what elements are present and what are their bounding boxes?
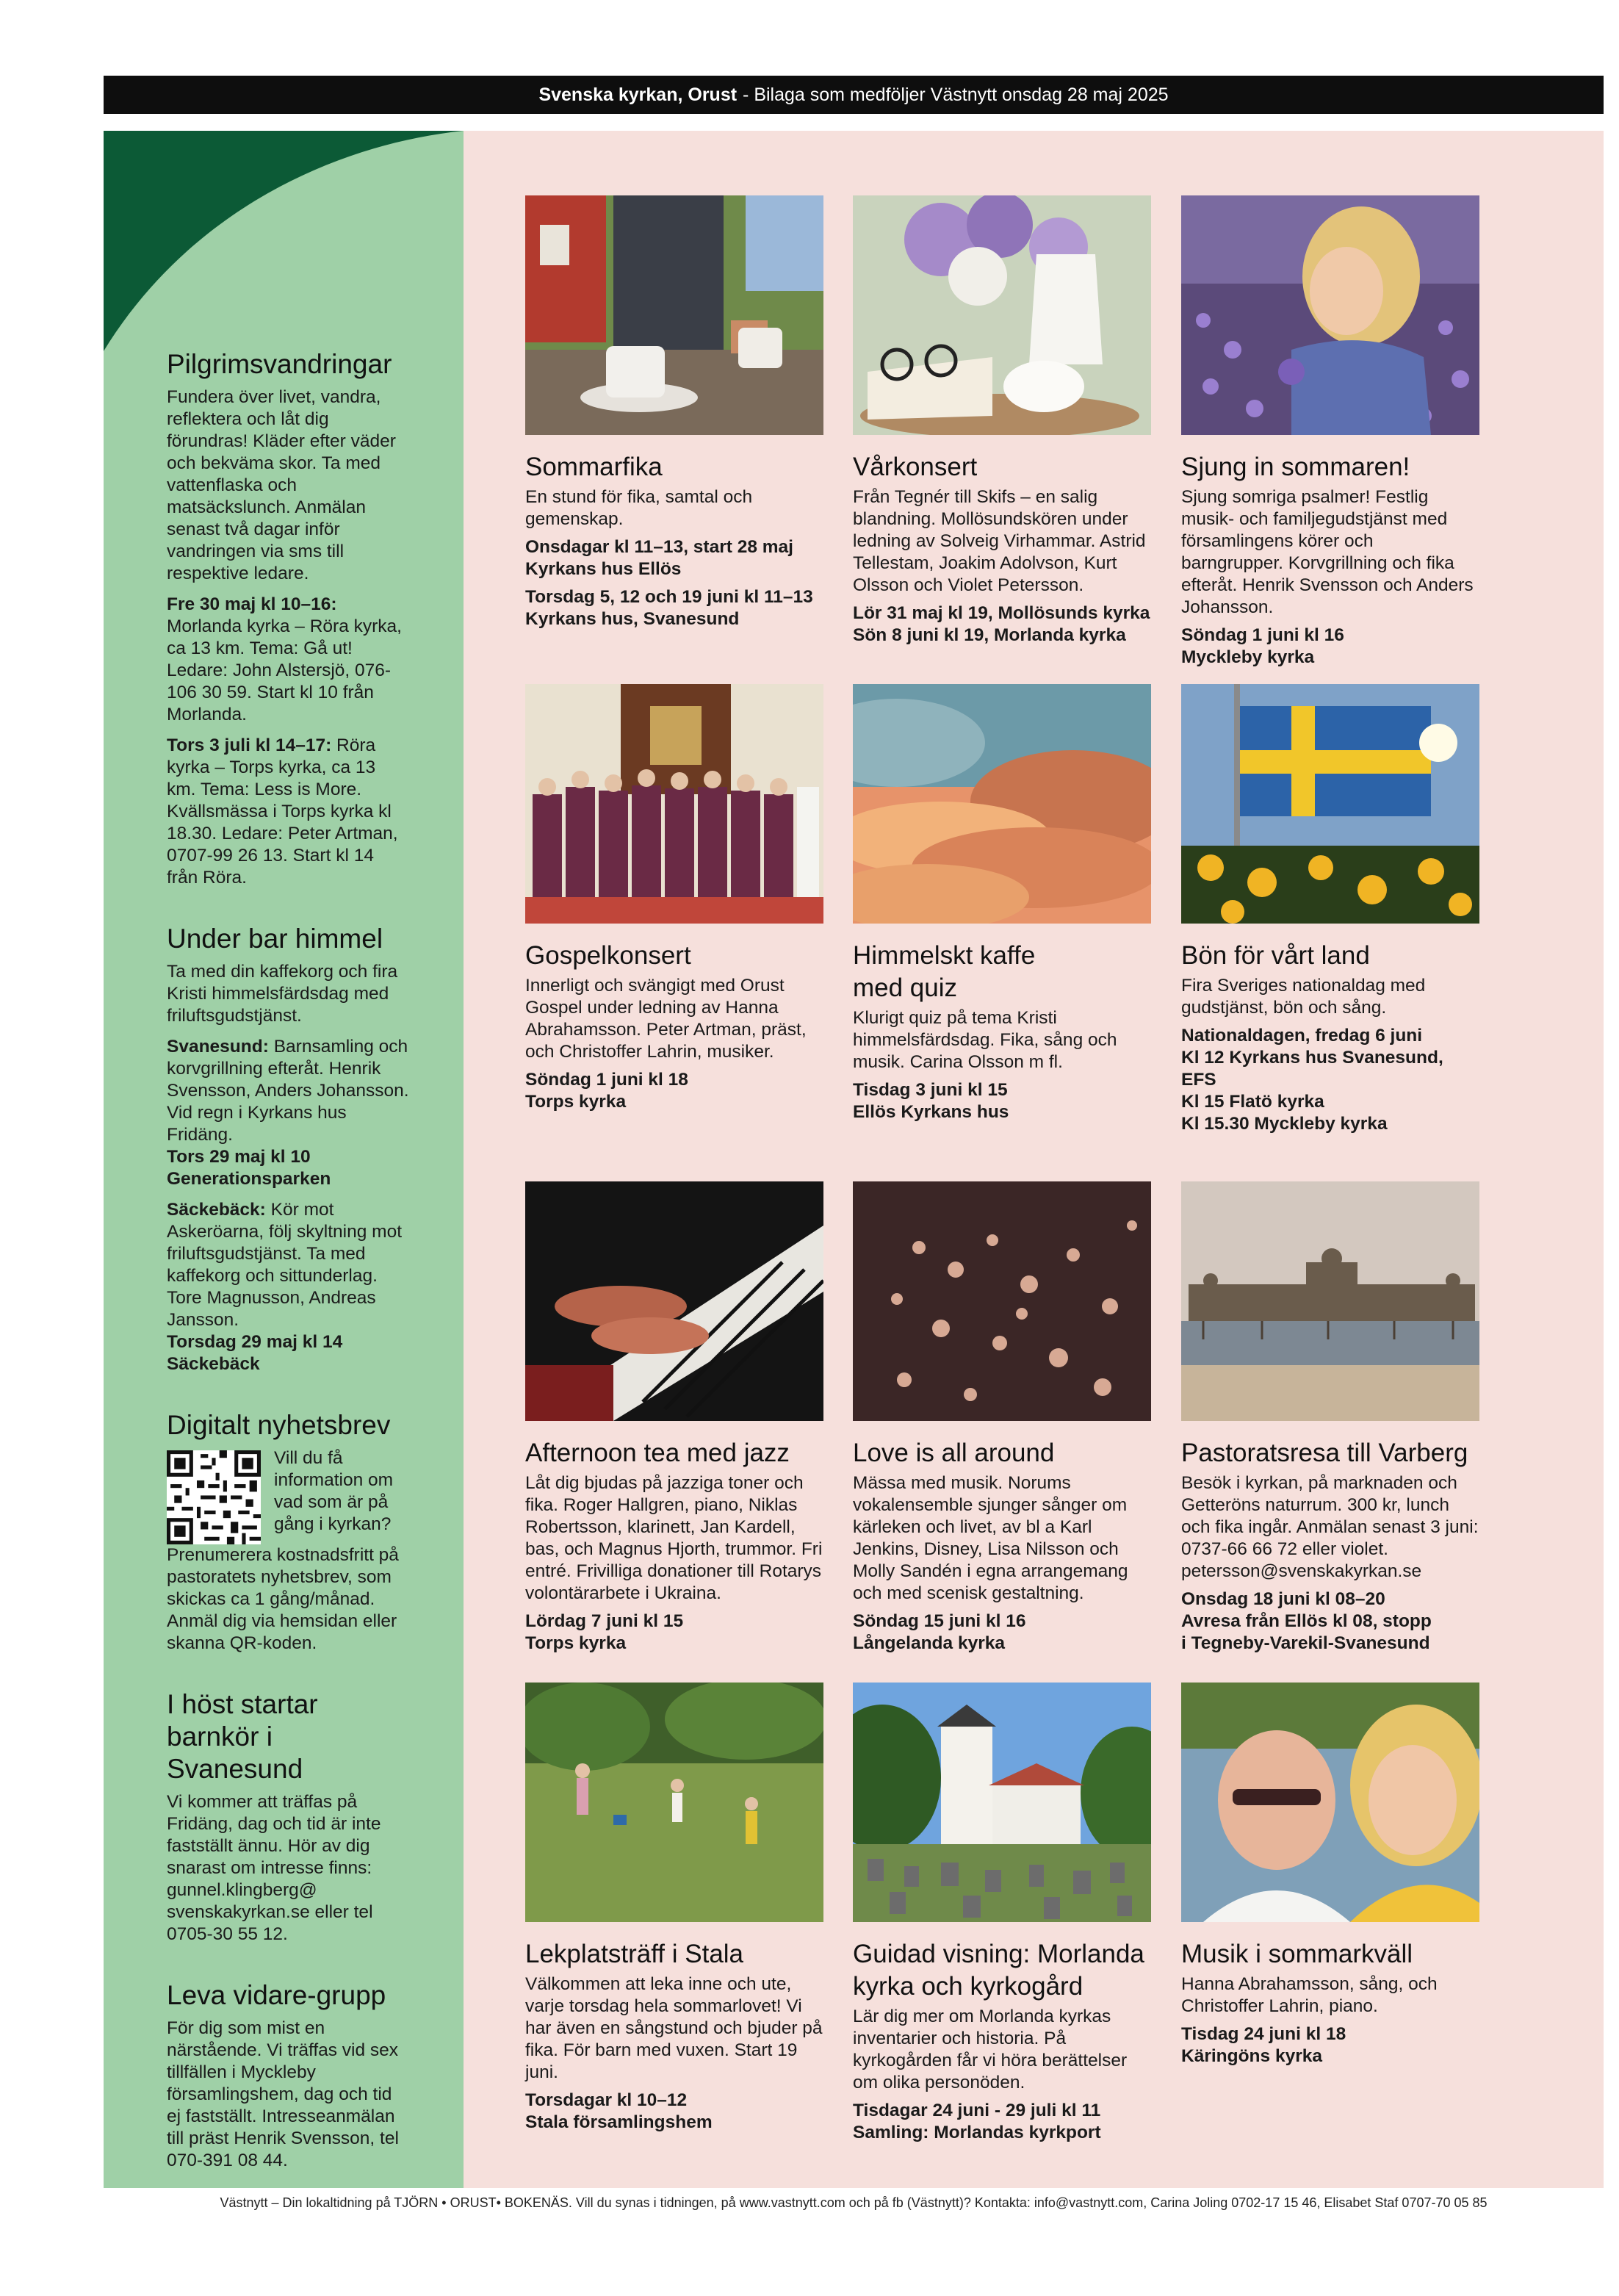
event-title: Lekplatsträff i Stala [525, 1940, 744, 1968]
event-time: Nationaldagen, fredag 6 juni Kl 12 Kyrkans hus Svanesund, EFS Kl 15 Flatö kyrka Kl 15.30 Myckleby kyrka [1181, 1026, 1443, 1134]
event-title: Pastoratsresa till Varberg [1181, 1439, 1468, 1467]
event-time: Tisdag 3 juni kl 15 Ellös Kyrkans hus [853, 1080, 1009, 1122]
photo-piano-hands [525, 1181, 823, 1421]
photo-children-playing [525, 1683, 823, 1922]
childrens-choir-section [167, 1688, 409, 1946]
event-time: Onsdag 18 juni kl 08–20 Avresa från Ellös kl 08, stopp i Tegneby-Varekil-Svanesund [1181, 1589, 1432, 1653]
event-description: Klurigt quiz på tema Kristi himmelsfärdsdag. Fika, sång och musik. Carina Olsson m fl. [853, 1008, 1117, 1072]
pilgrim-walk-1: Fre 30 maj kl 10–16: Morlanda kyrka – Röra kyrka, ca 13 km. Tema: Gå ut! Ledare: John Alstersjö, 076-106 30 59. Start kl 10 från Morlanda. [167, 594, 402, 724]
outdoor-svanesund: Svanesund: Barnsamling och korvgrillning efteråt. Henrik Svensson, Anders Johansson. Vid regn i Kyrkans hus Fridäng. Tors 29 maj kl 10 Generationsparken [167, 1037, 409, 1189]
event-title: Musik i sommarkväll [1181, 1940, 1413, 1968]
event-card-gospelkonsert [525, 684, 823, 1119]
event-title: Gospelkonsert [525, 941, 691, 970]
event-time: Torsdagar kl 10–12 Stala församlingshem [525, 2090, 713, 2132]
event-time: Lördag 7 juni kl 15 Torps kyrka [525, 1611, 684, 1653]
event-description: Mässa med musik. Norums vokalensemble sjunger sånger om kärleken och livet, av bl a Karl Jenkins, Disney, Lisa Nilsson och Molly Sandén i egna arrangemang och med scenisk gestaltning. [853, 1473, 1128, 1603]
qr-code-icon[interactable] [167, 1450, 261, 1544]
event-title: Bön för vårt land [1181, 941, 1370, 970]
event-time: Söndag 1 juni kl 18 Torps kyrka [525, 1070, 688, 1112]
newsletter-section [167, 1409, 409, 1655]
event-title: Himmelskt kaffe med quiz [853, 941, 1036, 1002]
photo-gospel-choir [525, 684, 823, 924]
event-time: Tisdagar 24 juni - 29 juli kl 11 Samling: Morlandas kyrkport [853, 2101, 1101, 2142]
grief-group-text: För dig som mist en närstående. Vi träffas vid sex tillfällen i Myckleby församlingshem, dag och tid ej fastställt. Intresseanmälan till präst Henrik Svensson, tel 070-391 08 44. [167, 2018, 399, 2170]
photo-morlanda-church [853, 1683, 1151, 1922]
grief-group-section [167, 1979, 409, 2172]
event-time: Söndag 1 juni kl 16 Myckleby kyrka [1181, 625, 1344, 667]
newsletter-text-2: Prenumerera kostnadsfritt på pastoratets nyhetsbrev, som skickas ca 1 gång/månad. Anmäl dig via hemsidan eller skanna QR-koden. [167, 1545, 399, 1653]
event-description: Besök i kyrkan, på marknaden och Getteröns naturrum. 300 kr, lunch och fika ingår. Anmälan senast 3 juni: 0737-66 66 72 eller violet. petersson@svenskakyrkan.se [1181, 1473, 1479, 1581]
pilgrim-title: Pilgrimsvandringar [167, 349, 392, 379]
header-subtitle: - Bilaga som medföljer Västnytt onsdag 28 maj 2025 [743, 84, 1169, 105]
event-card-bon-for-vart-land [1181, 684, 1479, 1141]
event-title: Sommarfika [525, 453, 663, 481]
event-title: Sjung in sommaren! [1181, 453, 1410, 481]
photo-girl-flowers [1181, 195, 1479, 435]
event-time-1: Onsdagar kl 11–13, start 28 maj Kyrkans hus Ellös [525, 537, 793, 579]
event-description: Låt dig bjudas på jazziga toner och fika. Roger Hallgren, piano, Niklas Robertsson, klarinett, Jan Kardell, bas, och Magnus Hjorth, trummor. Fri entré. Frivilliga donationer till Rotarys volontärarbete i Ukraina. [525, 1473, 823, 1603]
childrens-choir-title: I höst startar barnkör i Svanesund [167, 1689, 318, 1784]
photo-varberg-bathhouse [1181, 1181, 1479, 1421]
event-card-varkonsert [853, 195, 1151, 652]
event-description: Från Tegnér till Skifs – en salig blandning. Mollösundskören under ledning av Solveig Virhammar. Astrid Tellestam, Joakim Adolvson, Kurt Olsson och Violet Petersson. [853, 487, 1146, 595]
event-card-himmelskt-kaffe [853, 684, 1151, 1129]
events-area [464, 131, 1604, 2188]
photo-swedish-flag [1181, 684, 1479, 924]
photo-heart-bokeh [853, 1181, 1151, 1421]
header-bar [104, 76, 1604, 114]
event-time: Lör 31 maj kl 19, Mollösunds kyrka Sön 8 juni kl 19, Morlanda kyrka [853, 603, 1150, 645]
sidebar [104, 131, 464, 2188]
event-time: Söndag 15 juni kl 16 Långelanda kyrka [853, 1611, 1026, 1653]
event-card-pastoratsresa [1181, 1181, 1479, 1660]
event-description: Fira Sveriges nationaldag med gudstjänst, bön och sång. [1181, 976, 1426, 1018]
event-card-sjung-in-sommaren [1181, 195, 1479, 674]
event-time: Tisdag 24 juni kl 18 Käringöns kyrka [1181, 2024, 1346, 2066]
pilgrim-intro: Fundera över livet, vandra, reflektera och låt dig förundras! Kläder efter väder och bekväma skor. Ta med vattenflaska och matsäckslunch. Anmälan senast två dagar inför vandringen via sms till respektive ledare. [167, 387, 396, 583]
outdoor-section [167, 923, 409, 1375]
event-time-2: Torsdag 5, 12 och 19 juni kl 11–13 Kyrkans hus, Svanesund [525, 587, 813, 629]
event-description: Hanna Abrahamsson, sång, och Christoffer Lahrin, piano. [1181, 1974, 1438, 2016]
event-description: Välkommen att leka inne och ute, varje torsdag hela sommarlovet! Vi har även en sångstund och bjuder på fika. För barn med vuxen. Start 19 juni. [525, 1974, 823, 2082]
event-title: Afternoon tea med jazz [525, 1439, 790, 1467]
photo-lilacs-book [853, 195, 1151, 435]
outdoor-intro: Ta med din kaffekorg och fira Kristi himmelsfärdsdag med friluftsgudstjänst. [167, 962, 398, 1026]
pilgrim-walk-2: Tors 3 juli kl 14–17: Röra kyrka – Torps kyrka, ca 13 km. Tema: Less is More. Kvällsmässa i Torps kyrka kl 18.30. Ledare: Peter Artman, 0707-99 26 13. Start kl 14 från Röra. [167, 735, 398, 888]
photo-sunset-clouds [853, 684, 1151, 924]
header-publisher: Svenska kyrkan, Orust [538, 84, 738, 105]
event-card-guidad-visning [853, 1683, 1151, 2150]
event-title: Guidad visning: Morlanda kyrka och kyrkogård [853, 1940, 1144, 2001]
childrens-choir-text: Vi kommer att träffas på Fridäng, dag och tid är inte fastställt ännu. Hör av dig snarast om intresse finns: gunnel.klingberg@ svenskakyrkan.se eller tel 0705-30 55 12. [167, 1792, 381, 1944]
event-title: Vårkonsert [853, 453, 978, 481]
event-card-love-is-all-around [853, 1181, 1151, 1660]
event-title: Love is all around [853, 1439, 1055, 1467]
event-description: Sjung somriga psalmer! Festlig musik- och familjegudstjänst med församlingens körer och barngrupper. Korvgrillning och fika efteråt. Henrik Svensson och Anders Johansson. [1181, 487, 1474, 617]
outdoor-sackebeck: Säckebäck: Kör mot Askeröarna, följ skyltning mot friluftsgudstjänst. Ta med kaffekorg och sittunderlag. Tore Magnusson, Andreas Jansson. Torsdag 29 maj kl 14 Säckebäck [167, 1200, 402, 1374]
photo-coffee-table [525, 195, 823, 435]
corner-decoration [104, 131, 464, 351]
event-description: Lär dig mer om Morlanda kyrkas inventarier och historia. På kyrkogården får vi höra berättelser om olika personöden. [853, 2007, 1128, 2092]
event-description: En stund för fika, samtal och gemenskap. [525, 487, 753, 529]
footer: Västnytt – Din lokaltidning på TJÖRN • ORUST• BOKENÄS. Vill du synas i tidningen, på www.vastnytt.com och på fb (Västnytt)? Kontakta: info@vastnytt.com, Carina Joling 0702-17 15 46, Elisabet Staf 0707-70 05 85 [220, 2195, 1488, 2210]
event-card-lekplatstraff [525, 1683, 823, 2140]
newsletter-text-1: Vill du få information om vad som är på gång i kyrkan? [274, 1448, 394, 1534]
pilgrim-section [167, 348, 409, 889]
event-card-sommarfika [525, 195, 823, 636]
event-description: Innerligt och svängigt med Orust Gospel under ledning av Hanna Abrahamsson. Peter Artman, präst, och Christoffer Lahrin, musiker. [525, 976, 807, 1062]
event-card-afternoon-tea [525, 1181, 823, 1660]
outdoor-title: Under bar himmel [167, 924, 383, 954]
event-card-musik-i-sommarkvall [1181, 1683, 1479, 2073]
photo-musicians-selfie [1181, 1683, 1479, 1922]
grief-group-title: Leva vidare-grupp [167, 1980, 386, 2010]
newsletter-title: Digitalt nyhetsbrev [167, 1410, 391, 1440]
